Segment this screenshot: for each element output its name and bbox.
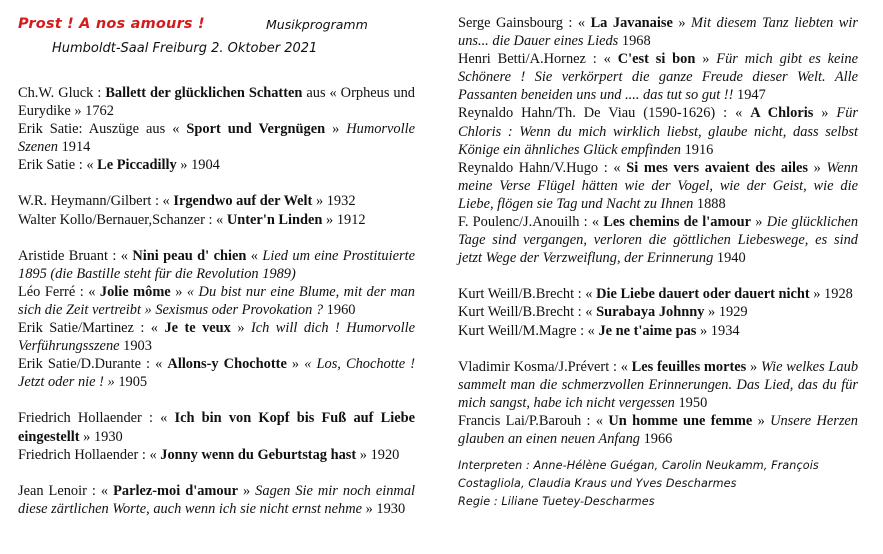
program-title: Prost ! A nos amours ! [18, 16, 205, 32]
program-entry: Ch.W. Gluck : Ballett der glücklichen Schatten aus « Orpheus und Eurydike » 1762 [18, 85, 415, 120]
right-column [458, 0, 858, 511]
program-entry: Kurt Weill/B.Brecht : « Die Liebe dauert oder dauert nicht » 1928 [458, 286, 853, 303]
left-column [18, 0, 415, 518]
program-entry: Erik Satie : « Le Piccadilly » 1904 [18, 157, 220, 174]
program-entry: Vladimir Kosma/J.Prévert : « Les feuilles mortes » Wie welkes Laub sammelt man die schmerzvollen Erinnerungen. Das Lied, das du für mich sangst, habe ich nicht vergessen 1950 [458, 358, 859, 411]
performers-credit: Interpreten : Anne-Hélène Guégan, Carolin Neukamm, François Costagliola, Claudia Kraus und Yves Descharmes [458, 459, 819, 491]
program-entry: Friedrich Hollaender : « Ich bin von Kopf bis Fuß auf Liebe eingestellt » 1930 [18, 410, 416, 445]
program-entry: Reynaldo Hahn/Th. De Viau (1590-1626) : « A Chloris » Für Chloris : Wenn du mich wirklich liebst, glaube nicht, dass selbst Könige ein ähnliches Glück empfinden 1916 [458, 105, 858, 158]
right-entries [458, 14, 858, 448]
venue-date: Humboldt-Saal Freiburg 2. Oktober 2021 [52, 41, 318, 56]
program-subtitle: Musikprogramm [266, 17, 368, 32]
program-entry: Aristide Bruant : « Nini peau d' chien « Lied um eine Prostituierte 1895 (die Bastille steht für die Revolution 1989) [18, 247, 415, 282]
direction-credit: Regie : Liliane Tuetey-Descharmes [458, 495, 655, 509]
program-entry: W.R. Heymann/Gilbert : « Irgendwo auf der Welt » 1932 [18, 193, 356, 210]
program-entry: Kurt Weill/B.Brecht : « Surabaya Johnny » 1929 [458, 304, 748, 321]
program-entry: Serge Gainsbourg : « La Javanaise » Mit diesem Tanz liebten wir uns... die Dauer eines Lieds 1968 [458, 15, 859, 50]
program-entry: Erik Satie/D.Durante : « Allons-y Chochotte » « Los, Chochotte ! Jetzt oder nie ! » 1905 [18, 356, 416, 391]
credits [458, 457, 858, 511]
program-entry: Erik Satie: Auszüge aus « Sport und Vergnügen » Humorvolle Szenen 1914 [18, 121, 415, 156]
program-entry: Erik Satie/Martinez : « Je te veux » Ich will dich ! Humorvolle Verführungsszene 1903 [18, 320, 416, 355]
program-entry: Léo Ferré : « Jolie môme » « Du bist nur eine Blume, mit der man sich die Zeit vertreibt » Sexismus oder Provokation ? 1960 [18, 283, 416, 318]
program-entry: Reynaldo Hahn/V.Hugo : « Si mes vers avaient des ailes » Wenn meine Verse Flügel hätten wie der Vogel, wie der Geist, wie die Liebe, flögen sie Tag und Nacht zu Ihnen 1888 [458, 159, 858, 212]
left-entries [18, 84, 415, 518]
program-entry: F. Poulenc/J.Anouilh : « Les chemins de l'amour » Die glücklichen Tage sind vergangen, verloren die göttlichen Liebeswege, es sind jetzt Wege der Verzweiflung, der Erinnerung 1940 [458, 214, 859, 267]
program-entry: Walter Kollo/Bernauer,Schanzer : « Unter'n Linden » 1912 [18, 211, 366, 228]
program-entry: Kurt Weill/M.Magre : « Je ne t'aime pas » 1934 [458, 322, 740, 339]
program-entry: Henri Betti/A.Hornez : « C'est si bon » Für mich gibt es keine Schönere ! Sie verkörpert die ganze Freude dieser Welt. Alle Passanten beneiden uns und .... das tut so gut !! 1947 [458, 51, 859, 104]
program-entry: Jean Lenoir : « Parlez-moi d'amour » Sagen Sie mir noch einmal diese zärtlichen Worte, auch wenn ich sie nicht ernst nehme » 1930 [18, 482, 416, 517]
program-entry: Francis Lai/P.Barouh : « Un homme une femme » Unsere Herzen glauben an einen neuen Anfang 1966 [458, 412, 859, 447]
program-header [18, 0, 415, 78]
program-entry: Friedrich Hollaender : « Jonny wenn du Geburtstag hast » 1920 [18, 446, 400, 463]
